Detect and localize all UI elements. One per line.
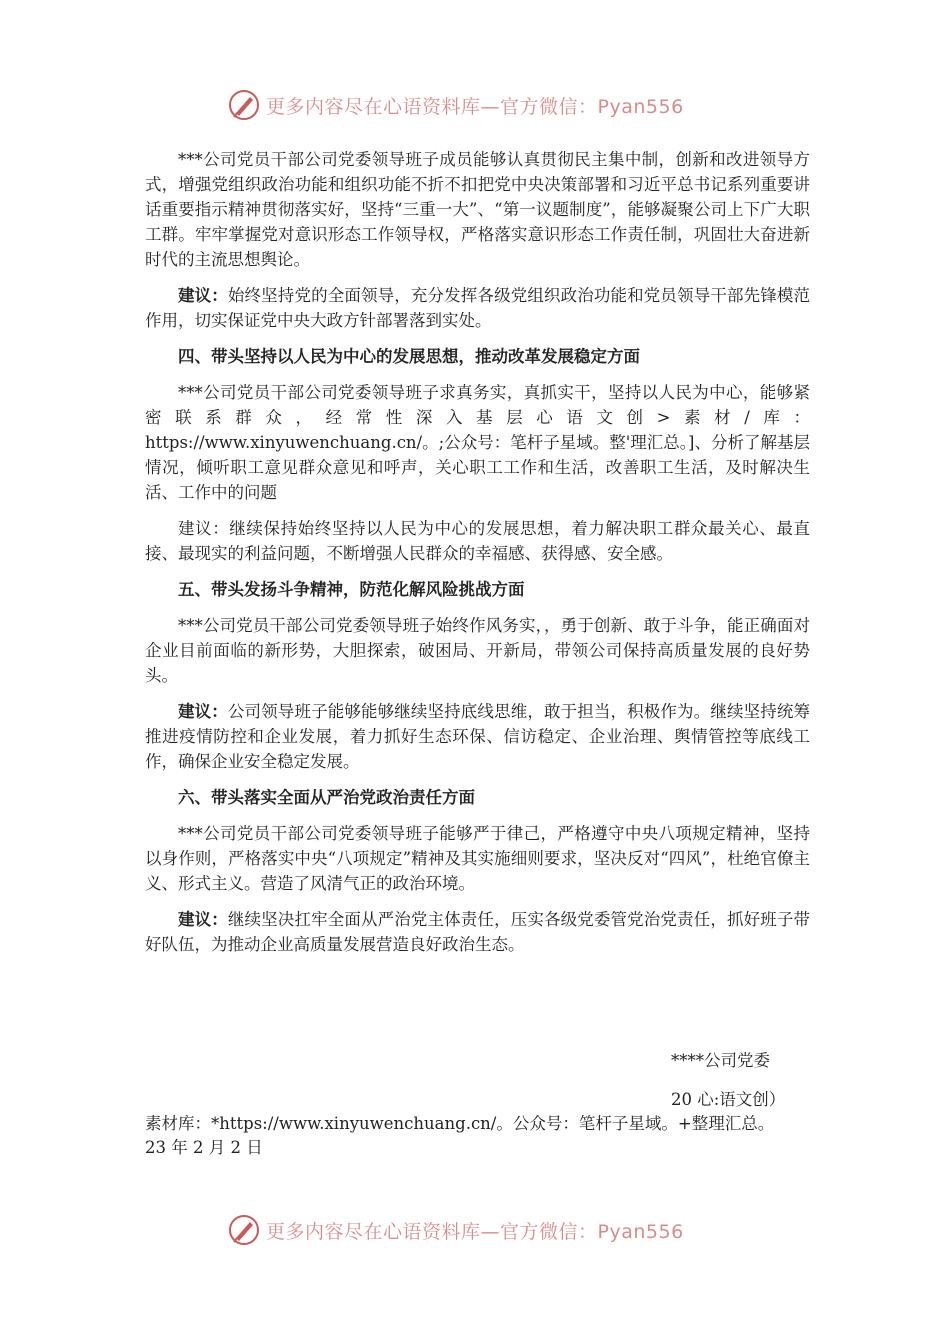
paragraph <box>145 147 810 272</box>
suggestion-label: 建议： <box>178 702 228 721</box>
suggestion-label: 建议： <box>178 910 228 929</box>
banner-text: 更多内容尽在心语资料库—官方微信：Pyan556 <box>266 95 684 118</box>
paragraph-text: ***公司党员干部公司党委领导班子始终作风务实，，勇于创新、敢于斗争，能正确面对企业目前面临的新形势，大胆探索，破困局、开新局，带领公司保持高质量发展的良好势头。 <box>145 616 810 685</box>
paragraph-text: 建议：继续保持始终坚持以人民为中心的发展思想，着力解决职工群众最关心、最直接、最现实的利益问题，不断增强人民群众的幸福感、获得感、安全感。 <box>145 519 810 563</box>
header-banner <box>228 88 684 122</box>
paragraph-text: 六、带头落实全面从严治党政治责任方面 <box>178 788 475 807</box>
signature-date: 23 年 2 月 2 日 <box>145 1138 263 1157</box>
paragraph-text: 公司领导班子能够能够继续坚持底线思维，敢于担当，积极作为。继续坚持统筹推进疫情防控和企业发展，着力抓好生态环保、信访稳定、企业治理、舆情管控等底线工作，确保企业安全稳定发展。 <box>145 702 811 771</box>
suggestion-label: 建议： <box>178 286 228 305</box>
paragraph <box>145 907 810 957</box>
signature-org: ****公司党委 <box>671 1051 770 1070</box>
footer-banner <box>228 1213 684 1247</box>
paragraph-text: 继续坚决扛牢全面从严治党主体责任，压实各级党委管党治党责任，抓好班子带好队伍，为推动企业高质量发展营造良好政治生态。 <box>145 910 811 954</box>
section-heading <box>145 785 810 810</box>
quill-pen-logo-icon <box>228 89 260 121</box>
paragraph <box>145 821 810 896</box>
section-heading <box>145 577 810 602</box>
banner-text: 更多内容尽在心语资料库—官方微信：Pyan556 <box>266 1220 684 1243</box>
source-line: 素材库：*https://www.xinyuwenchuang.cn/。公众号：笔杆子星域。+整理汇总。 <box>145 1114 775 1133</box>
paragraph <box>145 380 810 505</box>
section-heading <box>145 344 810 369</box>
paragraph <box>145 516 810 566</box>
quill-pen-logo-icon <box>228 1214 260 1246</box>
paragraph <box>145 613 810 688</box>
paragraph-text: ***公司党员干部公司党委领导班子能够严于律己，严格遵守中央八项规定精神，坚持以身作则，严格落实中央“八项规定”精神及其实施细则要求，坚决反对“四风”，杜绝官僚主义、形式主义。营造了风清气正的政治环境。 <box>145 824 810 893</box>
paragraph-text: ***公司党员干部公司党委领导班子成员能够认真贯彻民主集中制，创新和改进领导方式，增强党组织政治功能和组织功能不折不扣把党中央决策部署和习近平总书记系列重要讲话重要指示精神贯彻落实好，坚持“三重一大”、“第一议题制度”，能够凝聚公司上下广大职工群。牢牢掌握党对意识形态工作领导权，严格落实意识形态工作责任制，巩固壮大奋进新时代的主流思想舆论。 <box>145 150 810 269</box>
paragraph-text: 四、带头坚持以人民为中心的发展思想，推动改革发展稳定方面 <box>178 347 640 366</box>
paragraph <box>145 283 810 333</box>
document-body <box>145 147 810 968</box>
signature-date-part: 20 心:语文创） <box>671 1090 786 1109</box>
paragraph-text: ***公司党员干部公司党委领导班子求真务实，真抓实干，坚持以人民为中心，能够紧密联系群众，经常性深入基层心语文创>素材/库：https://www.xinyuwenchuang.cn/。;公众号：笔杆子星域。整'理汇总。]、分析了解基层情况，倾听职工意见群众意见和呼声，关心职工工作和生活，改善职工生活，及时解决生活、工作中的问题 <box>145 383 810 502</box>
paragraph-text: 五、带头发扬斗争精神，防范化解风险挑战方面 <box>178 580 525 599</box>
paragraph <box>145 699 810 774</box>
paragraph-text: 始终坚持党的全面领导，充分发挥各级党组织政治功能和党员领导干部先锋模范作用，切实保证党中央大政方针部署落到实处。 <box>145 286 811 330</box>
